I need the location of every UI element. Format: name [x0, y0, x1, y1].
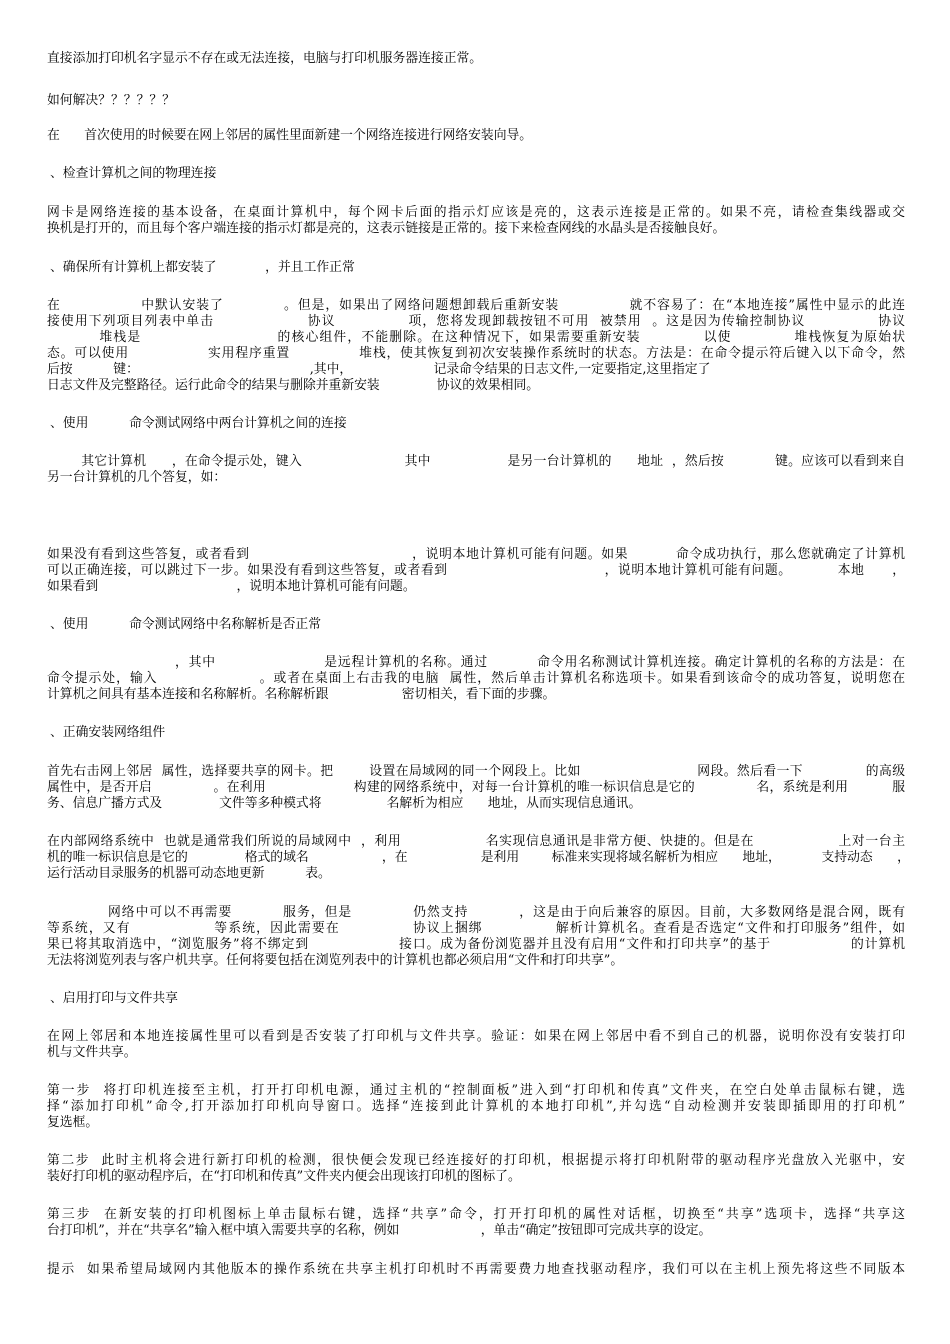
paragraph-line: 如果看到 ，说明本地计算机可能有问题。 — [47, 579, 416, 594]
paragraph-line: 机的唯一标识信息是它的 格式的域名 ，在 是利用 标准来实现将域名解析为相应 地址， 支持动态 ， — [47, 850, 910, 865]
paragraph-line: 网络中可以不再需要 服务，但是 仍然支持 ，这是由于向后兼容的原因。目前，大多数网络是混合网，既有 — [47, 905, 905, 920]
section-heading-print-sharing: 、启用打印与文件共享 — [50, 991, 178, 1006]
paragraph-line: 第一步 将打印机连接至主机，打开打印机电源，通过主机的“控制面板”进入到“打印机和传真”文件夹，在空白处单击鼠标右键，选 — [47, 1083, 905, 1098]
paragraph-line: 在内部网络系统中 也就是通常我们所说的局域网中 ，利用 名实现信息通讯是非常方便、快捷的。但是在 上对一台主 — [47, 834, 905, 849]
paragraph-line: 态。可以使用 实用程序重置 堆栈，使其恢复到初次安装操作系统时的状态。方法是：在命令提示符后键入以下命令，然 — [47, 346, 905, 361]
section-heading-physical-connection: 、检查计算机之间的物理连接 — [50, 166, 217, 181]
question-line: 如何解决？？？？？？ — [47, 93, 175, 108]
section-heading-name-resolution: 、使用 命令测试网络中名称解析是否正常 — [50, 617, 322, 632]
section-heading-ping-test: 、使用 命令测试网络中两台计算机之间的连接 — [50, 416, 347, 431]
paragraph-line: 第三步 在新安装的打印机图标上单击鼠标右键，选择“共享”命令，打开打印机的属性对话框，切换至“共享”选项卡，选择“共享这 — [47, 1207, 905, 1222]
paragraph-line: 装好打印机的驱动程序后，在“打印机和传真”文件夹内便会出现该打印机的图标了。 — [47, 1169, 521, 1184]
paragraph-line: 其它计算机 ，在命令提示处，键入 其中 是另一台计算机的 地址 ，然后按 键。应该可以看到来自 — [47, 454, 905, 469]
paragraph-line: 在 中默认安装了 。但是，如果出了网络问题想卸载后重新安装 就不容易了：在“本地连接”属性中显示的此连 — [47, 298, 905, 313]
paragraph-line: 复选框。 — [47, 1115, 99, 1130]
paragraph-line: 后按 键： ,其中， 记录命令结果的日志文件,一定要指定,这里指定了 — [47, 362, 711, 377]
paragraph-line: 计算机之间具有基本连接和名称解析。名称解析跟 密切相关，看下面的步骤。 — [47, 687, 556, 702]
paragraph-line: 台打印机”，并在“共享名”输入框中填入需要共享的名称，例如 ，单击“确定”按钮即可完成共享的设定。 — [47, 1223, 712, 1238]
paragraph-line: 等系统，又有 等系统，因此需要在 协议上捆绑 解析计算机名。查看是否选定“文件和打印服务”组件，如 — [47, 921, 905, 936]
paragraph-line: 无法将浏览列表与客户机共享。任何将要包括在浏览列表中的计算机也都必须启用“文件和打印共享”。 — [47, 953, 624, 968]
paragraph-line: 择“添加打印机”命令,打开添加打印机向导窗口。选择“连接到此计算机的本地打印机”,并勾选“自动检测并安装即插即用的打印机” — [47, 1099, 905, 1114]
first-use-line: 在 首次使用的时候要在网上邻居的属性里面新建一个网络连接进行网络安装向导。 — [47, 128, 533, 143]
paragraph-line: 提示 如果希望局域网内其他版本的操作系统在共享主机打印机时不再需要费力地查找驱动程序，我们可以在主机上预先将这些不同版本 — [47, 1262, 905, 1277]
paragraph-line: 换机是打开的，而且每个客户端连接的指示灯都是亮的，这表示链接是正常的。接下来检查网线的水晶头是否接触良好。 — [47, 221, 726, 236]
paragraph-line: 第二步 此时主机将会进行新打印机的检测，很快便会发现已经连接好的打印机，根据提示将打印机附带的驱动程序光盘放入光驱中，安 — [47, 1153, 905, 1168]
paragraph-line: 网卡是网络连接的基本设备，在桌面计算机中，每个网卡后面的指示灯应该是亮的，这表示连接是正常的。如果不亮，请检查集线器或交 — [47, 205, 905, 220]
paragraph-line: 属性中，是否开启 。在利用 构建的网络系统中，对每一台计算机的唯一标识信息是它的 名，系统是利用 服 — [47, 780, 905, 795]
paragraph-line: 命令提示处，输入 。或者在桌面上右击我的电脑 属性，然后单击计算机名称选项卡。如果看到该命令的成功答复，说明您在 — [47, 671, 905, 686]
paragraph-line: 另一台计算机的几个答复，如： — [47, 470, 227, 485]
paragraph-line: 运行活动目录服务的机器可动态地更新 表。 — [47, 866, 331, 881]
paragraph-line: 机与文件共享。 — [47, 1045, 137, 1060]
paragraph-line: ，其中 是远程计算机的名称。通过 命令用名称测试计算机连接。确定计算机的名称的方法是：在 — [47, 655, 905, 670]
paragraph-line: 果已将其取消选中，“浏览服务”将不绑定到 接口。成为备份浏览器并且没有启用“文件和打印共享”的基于 的计算机 — [47, 937, 905, 952]
paragraph-line: 在网上邻居和本地连接属性里可以看到是否安装了打印机与文件共享。验证：如果在网上邻居中看不到自己的机器，说明你没有安装打印 — [47, 1029, 905, 1044]
intro-line: 直接添加打印机名字显示不存在或无法连接，电脑与打印机服务器连接正常。 — [47, 51, 483, 66]
paragraph-line: 日志文件及完整路径。运行此命令的结果与删除并重新安装 协议的效果相同。 — [47, 378, 540, 393]
paragraph-line: 务、信息广播方式及 文件等多种模式将 名解析为相应 地址，从而实现信息通讯。 — [47, 796, 642, 811]
section-heading-network-components: 、正确安装网络组件 — [50, 725, 166, 740]
section-heading-install-protocol: 、确保所有计算机上都安装了 ，并且工作正常 — [50, 260, 355, 275]
paragraph-line: 堆栈是 的核心组件，不能删除。在这种情况下，如果需要重新安装 以使 堆栈恢复为原始状 — [47, 330, 905, 345]
paragraph-line: 可以正确连接，可以跳过下一步。如果没有看到这些答复，或者看到 ，说明本地计算机可能有问题。 本地 ， — [47, 563, 905, 578]
paragraph-line: 首先右击网上邻居 属性，选择要共享的网卡。把 设置在局域网的同一个网段上。比如 网段。然后看一下 的高级 — [47, 764, 905, 779]
paragraph-line: 接使用下列项目列表中单击 协议 项，您将发现卸载按钮不可用 被禁用 。这是因为传输控制协议 协议 — [47, 314, 905, 329]
paragraph-line: 如果没有看到这些答复，或者看到 ，说明本地计算机可能有问题。如果 命令成功执行，那么您就确定了计算机 — [47, 547, 905, 562]
